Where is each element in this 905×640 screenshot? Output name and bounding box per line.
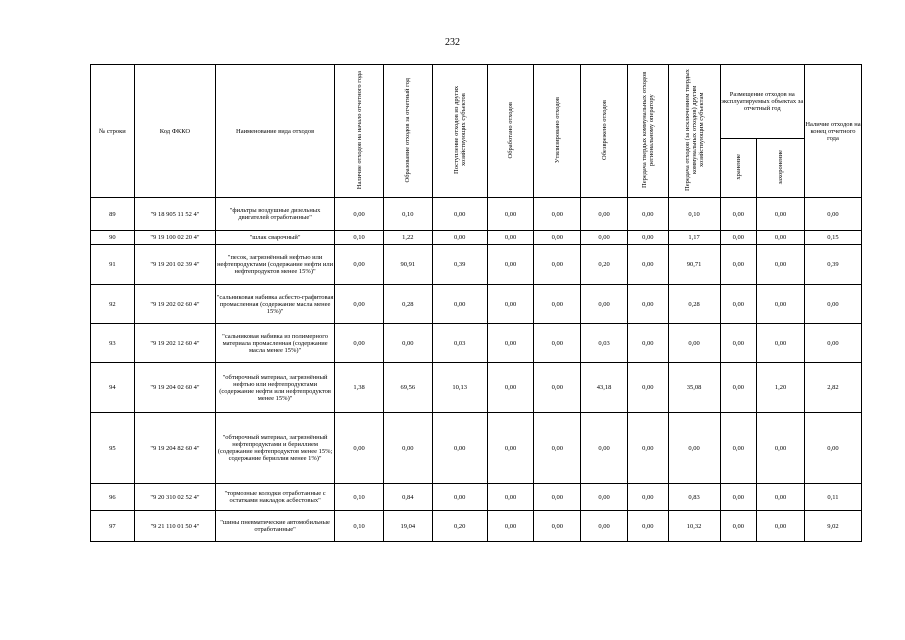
stock-start-cell: 0,00 <box>335 245 384 285</box>
transfer-regional-cell: 0,00 <box>627 198 668 231</box>
header-stock-start: Наличие отходов на начало отчетного года <box>335 65 384 198</box>
storage-cell: 0,00 <box>720 285 757 324</box>
processed-cell: 0,00 <box>487 413 534 484</box>
stock-end-cell: 0,00 <box>804 285 861 324</box>
waste-name-cell: "сальниковая набивка асбесто-графитовая промасленная (содержание масла менее 15%)" <box>216 285 335 324</box>
header-received: Поступление отходов из других хозяйствующих субъектов <box>432 65 487 198</box>
table-row <box>91 324 862 363</box>
burial-cell: 0,00 <box>757 245 805 285</box>
burial-cell: 0,00 <box>757 198 805 231</box>
neutralized-cell: 0,00 <box>581 285 628 324</box>
neutralized-cell: 0,03 <box>581 324 628 363</box>
fkko-code-cell: "9 20 310 02 52 4" <box>134 484 215 511</box>
transfer-regional-cell: 0,00 <box>627 285 668 324</box>
row-number-cell: 90 <box>91 231 135 245</box>
utilized-cell: 0,00 <box>534 245 581 285</box>
row-number-cell: 93 <box>91 324 135 363</box>
table-body <box>91 198 862 542</box>
storage-cell: 0,00 <box>720 231 757 245</box>
transfer-regional-cell: 0,00 <box>627 413 668 484</box>
utilized-cell: 0,00 <box>534 484 581 511</box>
waste-name-cell: "песок, загрязнённый нефтью или нефтепродуктами (содержание нефти или нефтепродуктов менее 15%)" <box>216 245 335 285</box>
storage-cell: 0,00 <box>720 413 757 484</box>
stock-end-cell: 9,02 <box>804 511 861 542</box>
transfer-regional-cell: 0,00 <box>627 484 668 511</box>
neutralized-cell: 0,00 <box>581 484 628 511</box>
transfer-other-cell: 35,08 <box>668 363 720 413</box>
stock-start-cell: 0,00 <box>335 324 384 363</box>
received-cell: 0,00 <box>432 285 487 324</box>
stock-start-cell: 0,10 <box>335 511 384 542</box>
table-row <box>91 198 862 231</box>
fkko-code-cell: "9 19 202 12 60 4" <box>134 324 215 363</box>
stock-start-cell: 0,10 <box>335 231 384 245</box>
row-number-cell: 97 <box>91 511 135 542</box>
burial-cell: 0,00 <box>757 511 805 542</box>
header-stock-end: Наличие отходов на конец отчетного года <box>804 65 861 198</box>
generated-cell: 0,00 <box>383 413 432 484</box>
utilized-cell: 0,00 <box>534 231 581 245</box>
waste-name-cell: "шины пневматические автомобильные отработанные" <box>216 511 335 542</box>
processed-cell: 0,00 <box>487 285 534 324</box>
row-number-cell: 95 <box>91 413 135 484</box>
transfer-other-cell: 0,83 <box>668 484 720 511</box>
waste-table <box>90 64 862 542</box>
generated-cell: 90,91 <box>383 245 432 285</box>
processed-cell: 0,00 <box>487 198 534 231</box>
header-row <box>91 65 862 139</box>
stock-end-cell: 0,11 <box>804 484 861 511</box>
stock-end-cell: 0,15 <box>804 231 861 245</box>
generated-cell: 0,00 <box>383 324 432 363</box>
header-transfer-other: Передача отходов (за исключением твердых коммунальных отходов) другим хозяйствующим субъектам <box>668 65 720 198</box>
transfer-other-cell: 10,32 <box>668 511 720 542</box>
fkko-code-cell: "9 19 201 02 39 4" <box>134 245 215 285</box>
burial-cell: 0,00 <box>757 231 805 245</box>
table-row <box>91 231 862 245</box>
transfer-other-cell: 1,17 <box>668 231 720 245</box>
transfer-other-cell: 0,28 <box>668 285 720 324</box>
utilized-cell: 0,00 <box>534 363 581 413</box>
header-storage: хранение <box>720 138 757 197</box>
storage-cell: 0,00 <box>720 324 757 363</box>
row-number-cell: 91 <box>91 245 135 285</box>
stock-end-cell: 0,39 <box>804 245 861 285</box>
transfer-regional-cell: 0,00 <box>627 363 668 413</box>
processed-cell: 0,00 <box>487 484 534 511</box>
header-utilized: Утилизировано отходов <box>534 65 581 198</box>
stock-end-cell: 0,00 <box>804 324 861 363</box>
stock-start-cell: 0,00 <box>335 413 384 484</box>
received-cell: 0,00 <box>432 484 487 511</box>
transfer-regional-cell: 0,00 <box>627 511 668 542</box>
storage-cell: 0,00 <box>720 484 757 511</box>
waste-name-cell: "шлак сварочный" <box>216 231 335 245</box>
waste-name-cell: "тормозные колодки отработанные с остатками накладок асбестовых" <box>216 484 335 511</box>
row-number-cell: 89 <box>91 198 135 231</box>
header-transfer-regional: Передача твердых коммунальных отходов региональному оператору <box>627 65 668 198</box>
fkko-code-cell: "9 18 905 11 52 4" <box>134 198 215 231</box>
table-row <box>91 484 862 511</box>
transfer-other-cell: 90,71 <box>668 245 720 285</box>
stock-end-cell: 0,00 <box>804 198 861 231</box>
header-row-no: № строки <box>91 65 135 198</box>
burial-cell: 0,00 <box>757 413 805 484</box>
received-cell: 0,00 <box>432 413 487 484</box>
utilized-cell: 0,00 <box>534 413 581 484</box>
burial-cell: 0,00 <box>757 324 805 363</box>
header-generated: Образование отходов за отчетный год <box>383 65 432 198</box>
stock-end-cell: 0,00 <box>804 413 861 484</box>
neutralized-cell: 0,00 <box>581 511 628 542</box>
table-row <box>91 245 862 285</box>
page-number: 232 <box>445 37 460 48</box>
row-number-cell: 96 <box>91 484 135 511</box>
neutralized-cell: 43,18 <box>581 363 628 413</box>
fkko-code-cell: "9 19 204 02 60 4" <box>134 363 215 413</box>
burial-cell: 0,00 <box>757 285 805 324</box>
table-row <box>91 363 862 413</box>
utilized-cell: 0,00 <box>534 198 581 231</box>
header-waste-name: Наименование вида отходов <box>216 65 335 198</box>
generated-cell: 19,04 <box>383 511 432 542</box>
burial-cell: 1,20 <box>757 363 805 413</box>
transfer-regional-cell: 0,00 <box>627 324 668 363</box>
storage-cell: 0,00 <box>720 198 757 231</box>
transfer-other-cell: 0,00 <box>668 413 720 484</box>
received-cell: 0,00 <box>432 198 487 231</box>
neutralized-cell: 0,00 <box>581 413 628 484</box>
stock-start-cell: 1,38 <box>335 363 384 413</box>
waste-name-cell: "сальниковая набивка из полимерного материала промасленная (содержание масла менее 15%)" <box>216 324 335 363</box>
table-row <box>91 285 862 324</box>
waste-name-cell: "обтирочный материал, загрязнённый нефтью или нефтепродуктами (содержание нефти или нефтепродуктов менее 15%)" <box>216 363 335 413</box>
processed-cell: 0,00 <box>487 363 534 413</box>
neutralized-cell: 0,00 <box>581 198 628 231</box>
processed-cell: 0,00 <box>487 231 534 245</box>
received-cell: 0,20 <box>432 511 487 542</box>
utilized-cell: 0,00 <box>534 511 581 542</box>
storage-cell: 0,00 <box>720 363 757 413</box>
processed-cell: 0,00 <box>487 324 534 363</box>
generated-cell: 69,56 <box>383 363 432 413</box>
stock-start-cell: 0,00 <box>335 285 384 324</box>
received-cell: 10,13 <box>432 363 487 413</box>
storage-cell: 0,00 <box>720 511 757 542</box>
utilized-cell: 0,00 <box>534 285 581 324</box>
fkko-code-cell: "9 19 204 82 60 4" <box>134 413 215 484</box>
utilized-cell: 0,00 <box>534 324 581 363</box>
burial-cell: 0,00 <box>757 484 805 511</box>
received-cell: 0,03 <box>432 324 487 363</box>
transfer-other-cell: 0,00 <box>668 324 720 363</box>
table-row <box>91 413 862 484</box>
fkko-code-cell: "9 19 100 02 20 4" <box>134 231 215 245</box>
header-burial: захоронение <box>757 138 805 197</box>
processed-cell: 0,00 <box>487 511 534 542</box>
waste-name-cell: "обтирочный материал, загрязнённый нефтепродуктами и бериллием (содержание нефтепродуктов менее 15%; содержание бериллия менее 1%)" <box>216 413 335 484</box>
header-processed: Обработано отходов <box>487 65 534 198</box>
transfer-other-cell: 0,10 <box>668 198 720 231</box>
header-placement: Размещение отходов на эксплуатируемых объектах за отчетный год <box>720 65 804 139</box>
fkko-code-cell: "9 21 110 01 50 4" <box>134 511 215 542</box>
stock-end-cell: 2,82 <box>804 363 861 413</box>
generated-cell: 0,84 <box>383 484 432 511</box>
received-cell: 0,00 <box>432 231 487 245</box>
stock-start-cell: 0,00 <box>335 198 384 231</box>
neutralized-cell: 0,20 <box>581 245 628 285</box>
received-cell: 0,39 <box>432 245 487 285</box>
row-number-cell: 94 <box>91 363 135 413</box>
header-fkko-code: Код ФККО <box>134 65 215 198</box>
neutralized-cell: 0,00 <box>581 231 628 245</box>
transfer-regional-cell: 0,00 <box>627 245 668 285</box>
header-neutralized: Обезврежено отходов <box>581 65 628 198</box>
generated-cell: 0,28 <box>383 285 432 324</box>
row-number-cell: 92 <box>91 285 135 324</box>
processed-cell: 0,00 <box>487 245 534 285</box>
generated-cell: 1,22 <box>383 231 432 245</box>
storage-cell: 0,00 <box>720 245 757 285</box>
waste-name-cell: "фильтры воздушные дизельных двигателей отработанные" <box>216 198 335 231</box>
transfer-regional-cell: 0,00 <box>627 231 668 245</box>
fkko-code-cell: "9 19 202 02 60 4" <box>134 285 215 324</box>
stock-start-cell: 0,10 <box>335 484 384 511</box>
table-row <box>91 511 862 542</box>
generated-cell: 0,10 <box>383 198 432 231</box>
